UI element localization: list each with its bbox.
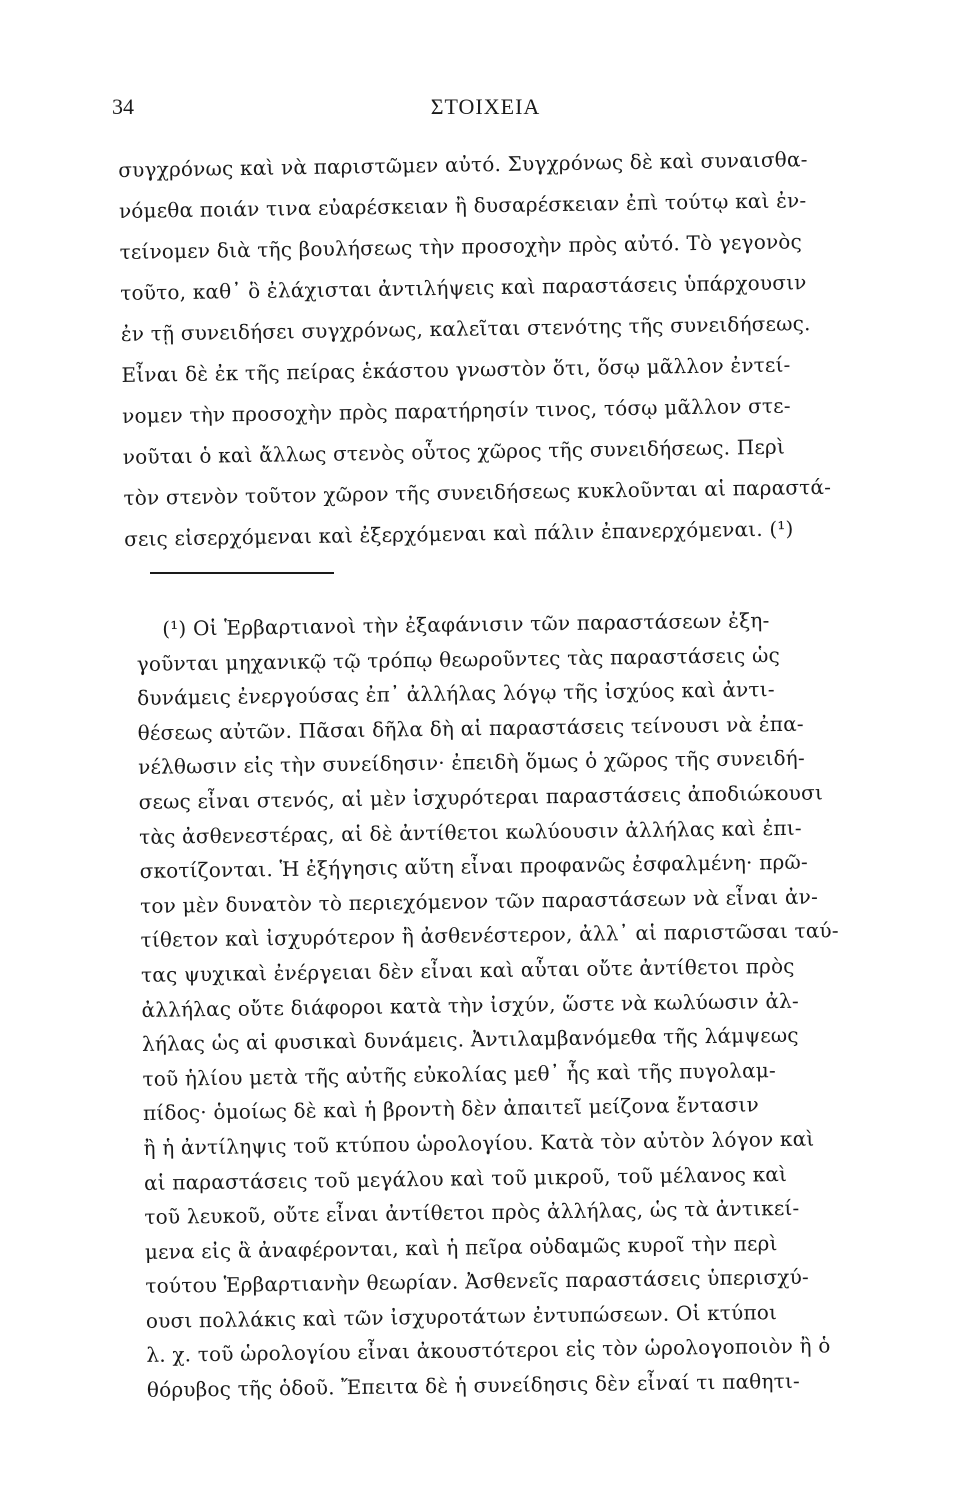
footnote-line: σεως εἶναι στενός, αἱ μὲν ἰσχυρότεραι παραστάσεις ἀποδιώκουσι: [138, 780, 824, 814]
text-line: τοῦτο, καθ᾽ ὃ ἐλάχισται ἀντιλήψεις καὶ παραστάσεις ὑπάρχουσιν: [120, 270, 807, 305]
text-line: νοῦται ὁ καὶ ἄλλως στενὸς οὗτος χῶρος τῆς συνειδήσεως. Περὶ: [122, 434, 786, 469]
footnote-divider: [150, 572, 334, 574]
footnote-line: λήλας ὡς αἱ φυσικαὶ δυνάμεις. Ἀντιλαμβανόμεθα τῆς λάμψεως: [141, 1022, 799, 1057]
text-line: ἐν τῇ συνειδήσει συγχρόνως, καλεῖται στενότης τῆς συνειδήσεως.: [120, 311, 811, 346]
text-line: Εἶναι δὲ ἐκ τῆς πείρας ἑκάστου γνωστὸν ὅτι, ὅσῳ μᾶλλον ἐντεί-: [121, 352, 791, 387]
text-line: συγχρόνως καὶ νὰ παριστῶμεν αὐτό. Συγχρόνως δὲ καὶ συναισθα-: [118, 147, 808, 182]
footnote-line: τοῦ ἡλίου μετὰ τῆς αὐτῆς εὐκολίας μεθ᾽ ἧς καὶ τῆς πυγολαμ-: [142, 1057, 777, 1091]
footnote-line: αἱ παραστάσεις τοῦ μεγάλου καὶ τοῦ μικροῦ, τοῦ μέλανος καὶ: [143, 1161, 788, 1195]
footnote-line: δυνάμεις ἐνεργούσας ἐπ᾽ ἀλλήλας λόγῳ τῆς ἰσχύος καὶ ἀντι-: [137, 677, 775, 711]
footnote-line: μενα εἰς ἃ ἀναφέρονται, καὶ ἡ πεῖρα οὐδαμῶς κυροῖ τὴν περὶ: [144, 1230, 778, 1264]
footnote: [136, 601, 907, 1407]
page-header: [0, 92, 971, 128]
footnote-line: ἢ ἡ ἀντίληψις τοῦ κτύπου ὡρολογίου. Κατὰ τὸν αὐτὸν λόγον καὶ: [143, 1126, 815, 1160]
main-text: [118, 138, 884, 560]
footnote-line: τίθετον καὶ ἰσχυρότερον ἢ ἀσθενέστερον, ἀλλ᾽ αἱ παριστῶσαι ταύ-: [140, 918, 839, 953]
footnote-line: (¹) Οἱ Ἑρβαρτιανοὶ τὴν ἐξαφάνισιν τῶν παραστάσεων ἐξη-: [162, 608, 770, 641]
footnote-line: τοῦ λευκοῦ, οὔτε εἶναι ἀντίθετοι πρὸς ἀλλήλας, ὡς τὰ ἀντικεί-: [144, 1195, 800, 1230]
footnote-line: θέσεως αὐτῶν. Πᾶσαι δῆλα δὴ αἱ παραστάσεις τείνουσι νὰ ἐπα-: [137, 711, 804, 745]
footnote-line: πίδος· ὁμοίως δὲ καὶ ἡ βροντὴ δὲν ἀπαιτεῖ μείζονα ἔντασιν: [142, 1092, 760, 1126]
footnote-line: τον μὲν δυνατὸν τὸ περιεχόμενον τῶν παραστάσεων νὰ εἶναι ἀν-: [139, 884, 819, 918]
text-line: τείνομεν διὰ τῆς βουλήσεως τὴν προσοχὴν πρὸς αὐτό. Τὸ γεγονὸς: [119, 229, 803, 264]
footnote-line: τὰς ἀσθενεστέρας, αἱ δὲ ἀντίθετοι κωλύουσιν ἀλλήλας καὶ ἐπι-: [138, 815, 802, 849]
footnote-line: θόρυβος τῆς ὁδοῦ. Ἔπειτα δὲ ἡ συνείδησις δὲν εἶναί τι παθητι-: [146, 1368, 801, 1402]
footnote-line: ουσι πολλάκις καὶ τῶν ἰσχυροτάτων ἐντυπώσεων. Οἱ κτύποι: [145, 1299, 778, 1333]
footnote-line: τούτου Ἑρβαρτιανὴν θεωρίαν. Ἀσθενεῖς παραστάσεις ὑπερισχύ-: [145, 1264, 810, 1299]
footnote-line: ἀλλήλας οὔτε διάφοροι κατὰ τὴν ἰσχύν, ὥστε νὰ κωλύωσιν ἀλ-: [141, 988, 800, 1022]
text-line: τὸν στενὸν τοῦτον χῶρον τῆς συνειδήσεως κυκλοῦνται αἱ παραστά-: [123, 474, 832, 510]
page-number: 34: [112, 94, 134, 119]
running-title: ΣΤΟΙΧΕΙΑ: [430, 94, 541, 119]
footnote-line: τας ψυχικαὶ ἐνέργειαι δὲν εἶναι καὶ αὗται οὔτε ἀντίθετοι πρὸς: [140, 953, 795, 987]
footnote-line: γοῦνται μηχανικῷ τῷ τρόπῳ θεωροῦντες τὰς παραστάσεις ὡς: [136, 642, 781, 676]
footnote-line: λ. χ. τοῦ ὡρολογίου εἶναι ἀκουστότεροι εἰς τὸν ὡρολογοποιὸν ἢ ὁ: [146, 1333, 831, 1368]
text-line: νόμεθα ποιάν τινα εὐαρέσκειαν ἢ δυσαρέσκειαν ἐπὶ τούτῳ καὶ ἐν-: [118, 188, 807, 223]
footnote-line: σκοτίζονται. Ἡ ἐξήγησις αὕτη εἶναι προφανῶς ἐσφαλμένη· πρῶ-: [139, 849, 809, 884]
text-line: σεις εἰσερχόμεναι καὶ ἐξερχόμεναι καὶ πάλιν ἐπανερχόμεναι. (¹): [123, 516, 794, 551]
text-line: νομεν τὴν προσοχὴν πρὸς παρατήρησίν τινος, τόσῳ μᾶλλον στε-: [121, 393, 791, 428]
footnote-line: νέλθωσιν εἰς τὴν συνείδησιν· ἐπειδὴ ὅμως ὁ χῶρος τῆς συνειδή-: [138, 746, 806, 780]
